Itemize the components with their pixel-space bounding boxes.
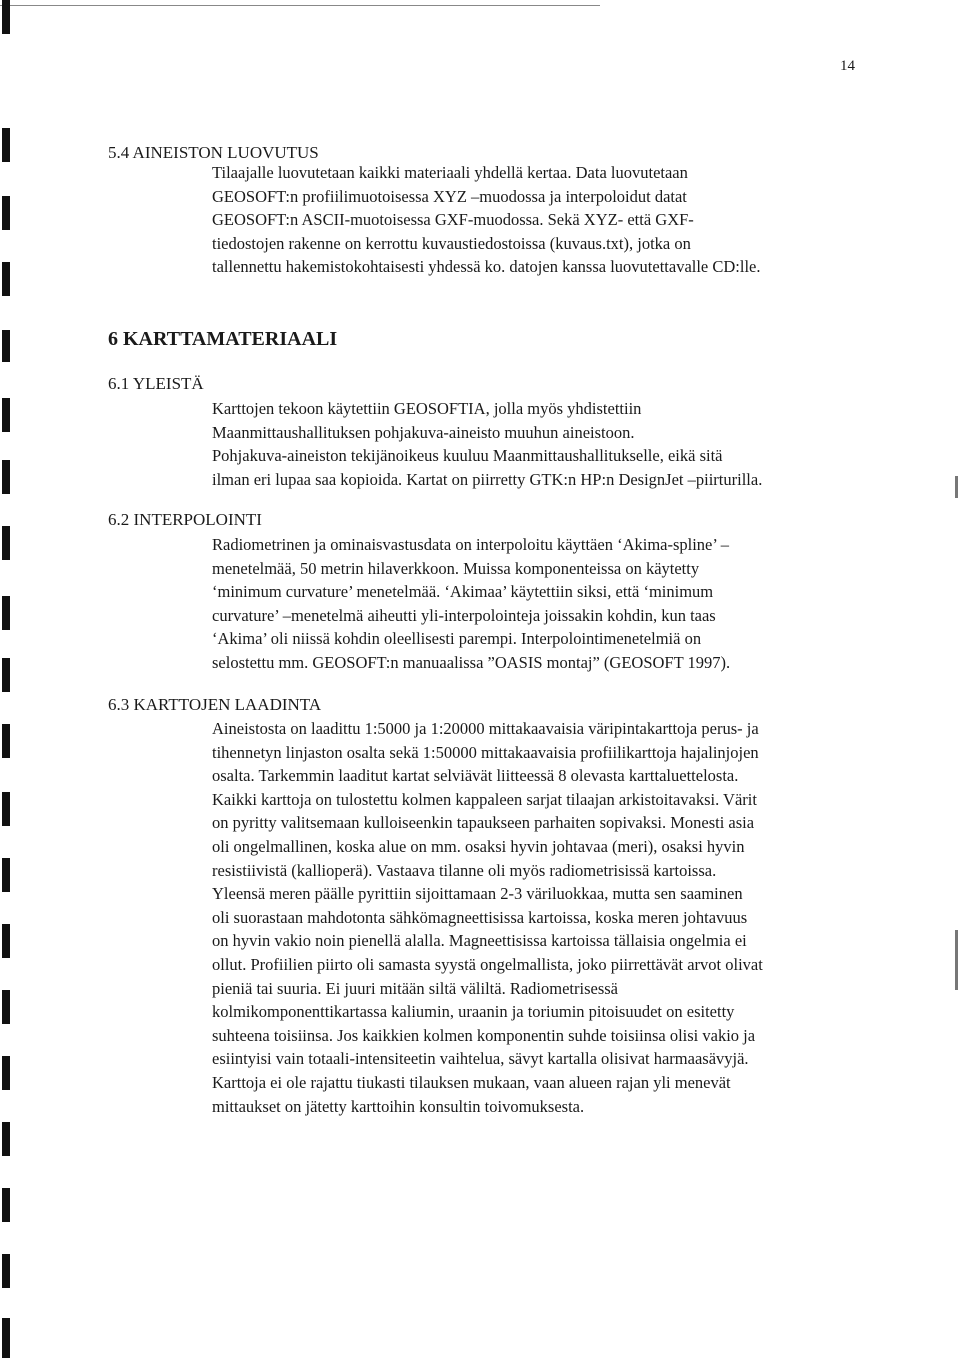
text-line: ollut. Profiilien piirto oli samasta syystä ongelmallista, joko piirrettävät arvot olivat xyxy=(212,954,763,974)
text-line: GEOSOFT:n profiilimuotoisessa XYZ –muodossa ja interpoloidut datat xyxy=(212,186,687,206)
section-5-4-body xyxy=(212,161,872,279)
text-line: mittaukset on jätetty karttoihin konsultin toivomuksesta. xyxy=(212,1096,585,1116)
binding-mark xyxy=(2,1188,10,1222)
right-edge-mark xyxy=(955,930,958,990)
text-line: menetelmää, 50 metrin hilaverkkoon. Muissa komponenteissa on käytetty xyxy=(212,558,700,578)
text-line: Karttojen tekoon käytettiin GEOSOFTIA, jolla myös yhdistettiin xyxy=(212,399,642,418)
binding-mark xyxy=(2,924,10,958)
binding-mark xyxy=(2,330,10,362)
section-heading-6-3: 6.3 KARTTOJEN LAADINTA xyxy=(108,695,322,714)
binding-mark xyxy=(2,0,10,34)
text-line: selostettu mm. GEOSOFT:n manuaalissa ”OASIS montaj” (GEOSOFT 1997). xyxy=(212,652,731,672)
binding-mark xyxy=(2,724,10,758)
binding-mark xyxy=(2,526,10,560)
text-line: kolmikomponenttikartassa kaliumin, uraanin ja toriumin pitoisuudet on esitetty xyxy=(212,1002,735,1022)
text-line: Aineistosta on laadittu 1:5000 ja 1:20000 mittakaavaisia väripintakarttoja perus- ja xyxy=(212,719,759,738)
section-heading-5-4: 5.4 AINEISTON LUOVUTUS xyxy=(108,143,319,162)
top-rule xyxy=(0,5,600,6)
binding-mark xyxy=(2,1318,10,1358)
text-line: tihennetyn linjaston osalta sekä 1:50000 mittakaavaisia profiilikarttoja hajalinjojen xyxy=(212,742,759,762)
text-line: osalta. Tarkemmin laaditut kartat selviävät liitteessä 8 olevasta karttaluettelosta. xyxy=(212,766,739,786)
text-line: pieniä tai suuria. Ei juuri mitään siltä väliltä. Radiometrisessä xyxy=(212,978,618,998)
text-line: Maanmittaushallituksen pohjakuva-aineisto muuhun aineistoon. xyxy=(212,422,635,442)
text-line: GEOSOFT:n ASCII-muotoisessa GXF-muodossa. Sekä XYZ- että GXF- xyxy=(212,210,694,230)
text-line: curvature’ –menetelmä aiheutti yli-interpolointeja joissakin kohdin, kun taas xyxy=(212,605,716,625)
section-heading-6-1: 6.1 YLEISTÄ xyxy=(108,374,204,393)
binding-mark xyxy=(2,658,10,692)
text-line: on pyritty valitsemaan kulloiseenkin tapaukseen parhaiten sopivaksi. Monesti asia xyxy=(212,813,755,833)
right-edge-mark xyxy=(955,476,958,498)
text-line: ‘Akima’ oli niissä kohdin oleellisesti parempi. Interpolointimenetelmiä on xyxy=(212,629,702,649)
binding-mark xyxy=(2,990,10,1024)
binding-mark xyxy=(2,460,10,494)
binding-mark xyxy=(2,596,10,630)
text-line: Yleensä meren päälle pyrittiin sijoittamaan 2-3 väriluokkaa, mutta sen saaminen xyxy=(212,884,743,904)
section-6-3-body xyxy=(212,717,872,1118)
binding-mark xyxy=(2,858,10,892)
binding-mark xyxy=(2,1056,10,1090)
chapter-heading: 6 KARTTAMATERIAALI xyxy=(108,328,338,350)
text-line: tallennettu hakemistokohtaisesti yhdessä ko. datojen kanssa luovutettavalle CD:lle. xyxy=(212,257,761,277)
text-line: Tilaajalle luovutetaan kaikki materiaali yhdellä kertaa. Data luovutetaan xyxy=(212,163,688,182)
text-line: tiedostojen rakenne on kerrottu kuvaustiedostoissa (kuvaus.txt), jotka on xyxy=(212,233,691,253)
text-line: oli ongelmallinen, koska alue on mm. osaksi hyvin johtavaa (meri), osaksi hyvin xyxy=(212,836,745,856)
text-line: ‘minimum curvature’ menetelmää. ‘Akimaa’ käytettiin siksi, että ‘minimum xyxy=(212,582,714,602)
text-line: Karttoja ei ole rajattu tiukasti tilauksen mukaan, vaan alueen rajan yli menevät xyxy=(212,1072,731,1092)
page-number: 14 xyxy=(840,58,855,74)
text-line: resistiivistä (kallioperä). Vastaava tilanne oli myös radiometrisissä kartoissa. xyxy=(212,860,717,880)
binding-mark xyxy=(2,196,10,230)
text-line: Kaikki karttoja on tulostettu kolmen kappaleen sarjat tilaajan arkistoitavaksi. Värit xyxy=(212,789,757,809)
binding-mark xyxy=(2,1254,10,1288)
binding-mark xyxy=(2,128,10,162)
binding-mark xyxy=(2,398,10,432)
binding-mark xyxy=(2,1122,10,1156)
section-6-2-body xyxy=(212,533,872,675)
text-line: esiintyisi vain totaali-intensiteetin vaihtelua, sävyt kartalla olisivat harmaasävyjä. xyxy=(212,1049,749,1069)
text-line: ilman eri lupaa saa kopioida. Kartat on piirretty GTK:n HP:n DesignJet –piirturilla. xyxy=(212,469,763,489)
text-line: oli suorastaan mahdotonta sähkömagneettisissa kartoissa, koska meren johtavuus xyxy=(212,907,748,927)
section-heading-6-2: 6.2 INTERPOLOINTI xyxy=(108,510,262,529)
text-line: Pohjakuva-aineiston tekijänoikeus kuuluu Maanmittaushallitukselle, eikä sitä xyxy=(212,446,723,466)
text-line: on hyvin vakio noin pienellä alalla. Magneettisissa kartoissa tällaisia ongelmia ei xyxy=(212,931,747,951)
binding-mark xyxy=(2,792,10,826)
text-line: Radiometrinen ja ominaisvastusdata on interpoloitu käyttäen ‘Akima-spline’ – xyxy=(212,535,730,554)
binding-mark xyxy=(2,262,10,296)
binding-marks xyxy=(2,0,12,1362)
section-6-1-body xyxy=(212,397,872,491)
text-line: suhteena toisiinsa. Jos kaikkien kolmen komponentin suhde toisiinsa olisi vakio ja xyxy=(212,1025,756,1045)
